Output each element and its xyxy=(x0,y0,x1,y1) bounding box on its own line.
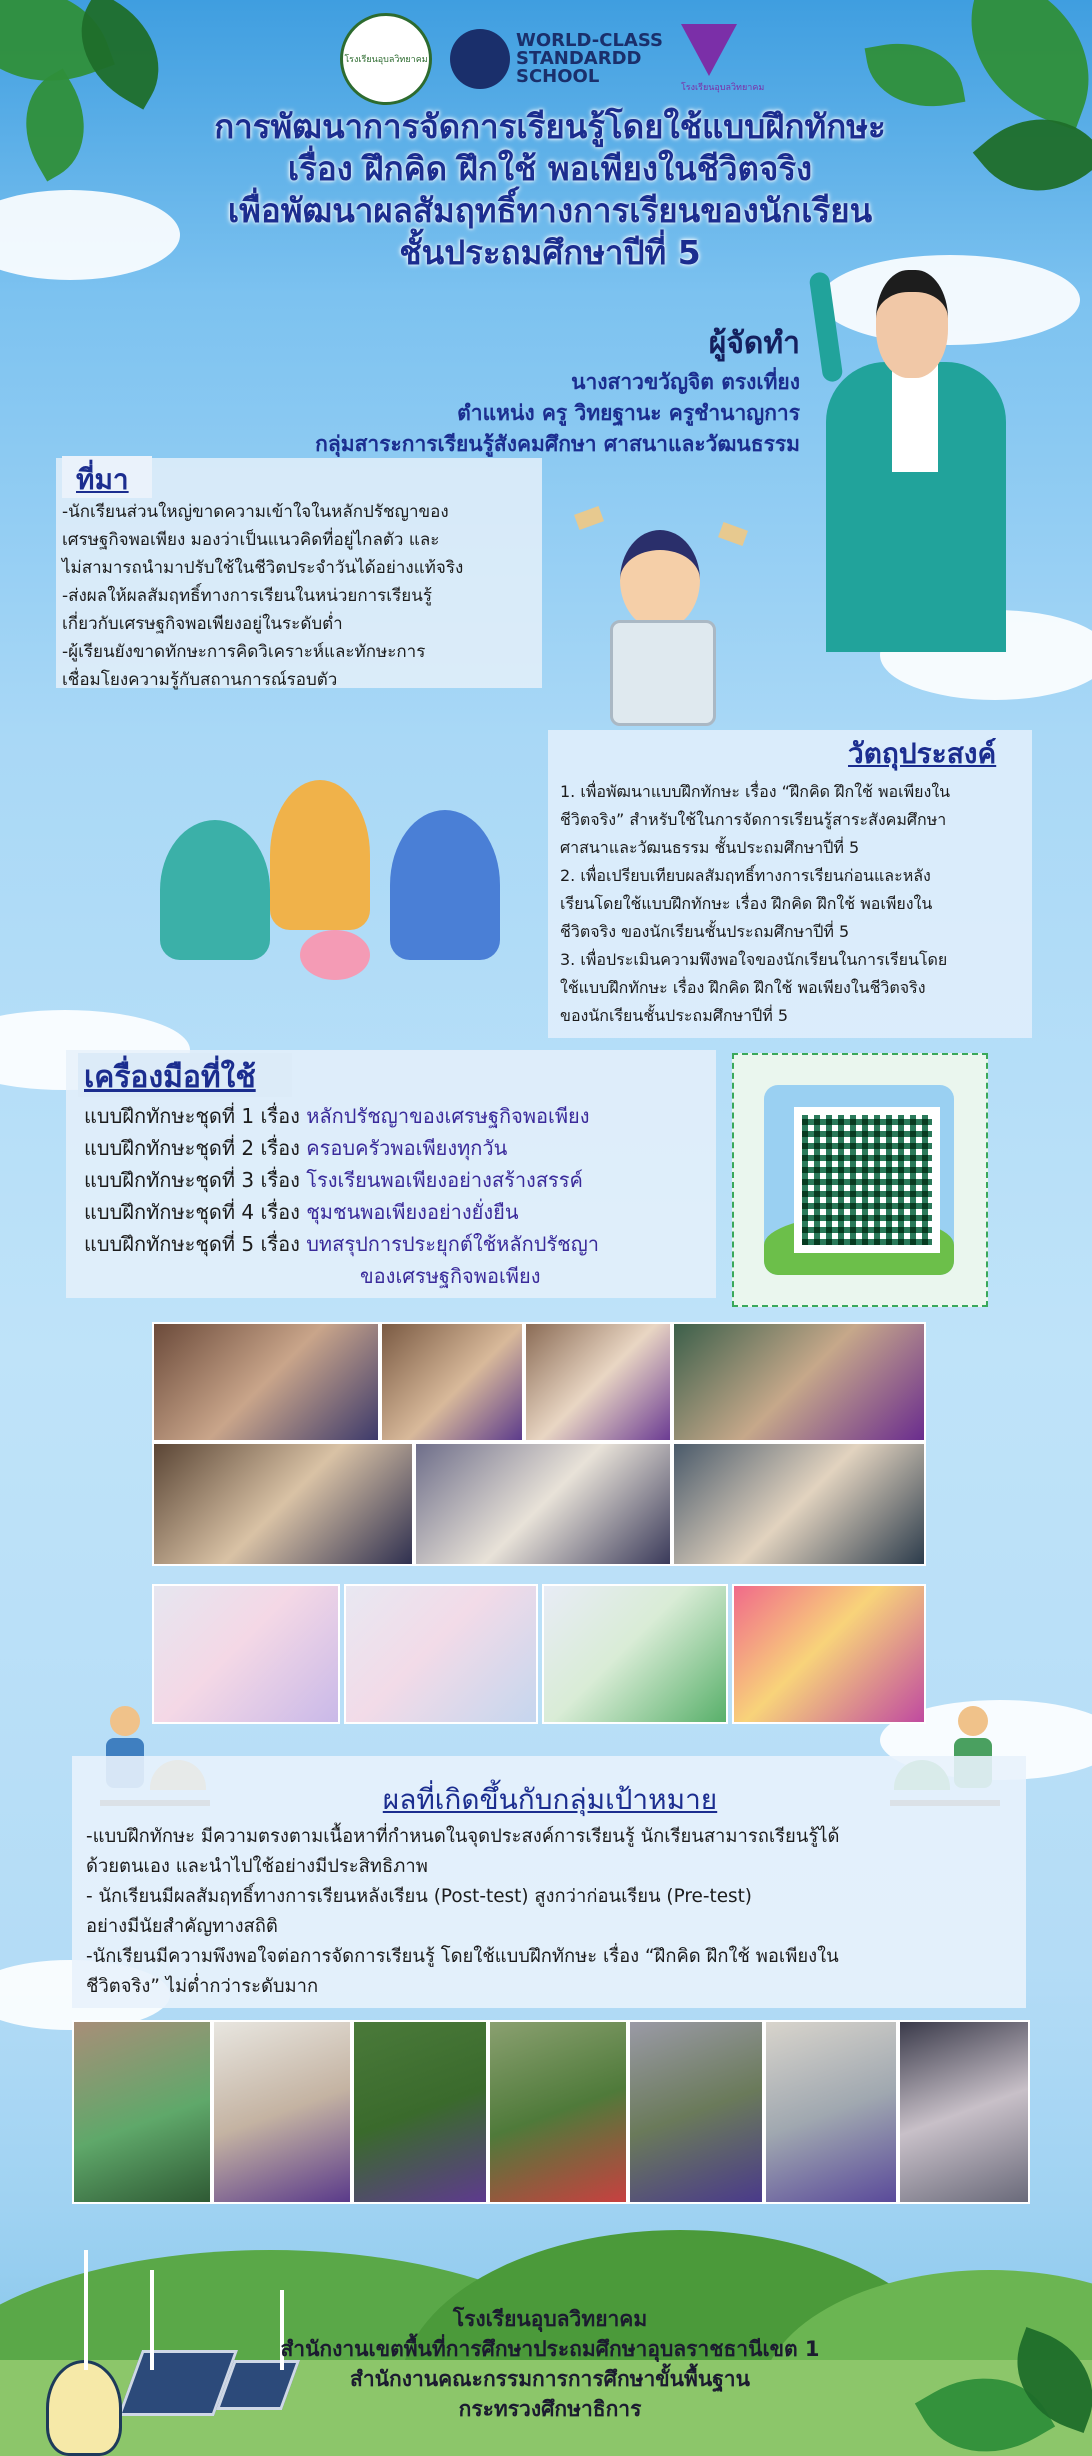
classroom-photo xyxy=(380,1322,524,1442)
classroom-photo xyxy=(672,1442,926,1566)
activity-photo xyxy=(898,2020,1030,2204)
background-line: ไม่สามารถนำมาปรับใช้ในชีวิตประจำวันได้อย่างแท้จริง xyxy=(62,558,464,578)
school-seal-logo xyxy=(340,13,432,105)
results-line: ชีวิตจริง” ไม่ต่ำกว่าระดับมาก xyxy=(86,1976,319,1997)
background-line: -ผู้เรียนยังขาดทักษะการคิดวิเคราะห์และทักษะการ xyxy=(62,642,426,662)
activity-photo xyxy=(72,2020,212,2204)
school-footer xyxy=(240,2304,860,2424)
objectives-line: ชีวิตจริง” สำหรับใช้ในการจัดการเรียนรู้สาระสังคมศึกษา xyxy=(560,810,947,829)
objectives-line: 2. เพื่อเปรียบเทียบผลสัมฤทธิ์ทางการเรียนก่อนและหลัง xyxy=(560,866,931,885)
activity-photo xyxy=(488,2020,628,2204)
wcss-line1: WORLD-CLASS xyxy=(516,30,663,51)
banknote-icon xyxy=(574,506,604,530)
objectives-line: เรียนโดยใช้แบบฝึกทักษะ เรื่อง ฝึกคิด ฝึกใช้ พอเพียงใน xyxy=(560,894,933,913)
activity-photo xyxy=(352,2020,488,2204)
tools-list xyxy=(84,1100,714,1292)
tools-item-continuation: ของเศรษฐกิจพอเพียง xyxy=(360,1264,541,1288)
author-group: กลุ่มสาระการเรียนรู้สังคมศึกษา ศาสนาและวัฒนธรรม xyxy=(315,432,800,456)
tools-item-topic: ครอบครัวพอเพียงทุกวัน xyxy=(306,1136,508,1160)
globe-icon xyxy=(450,29,510,89)
leaf-decoration xyxy=(865,33,966,118)
wind-turbine-icon xyxy=(84,2250,88,2370)
title-line: เรื่อง ฝึกคิด ฝึกใช้ พอเพียงในชีวิตจริง xyxy=(287,149,813,188)
tools-item-prefix: แบบฝึกทักษะชุดที่ 4 เรื่อง xyxy=(84,1200,307,1224)
teacher-photo xyxy=(812,262,1022,652)
background-heading: ที่มา xyxy=(76,463,129,496)
objectives-line: ของนักเรียนชั้นประถมศึกษาปีที่ 5 xyxy=(560,1006,789,1025)
objectives-line: ใช้แบบฝึกทักษะ เรื่อง ฝึกคิด ฝึกใช้ พอเพียงในชีวิตจริง xyxy=(560,978,926,997)
classroom-photo xyxy=(414,1442,672,1566)
banknote-icon xyxy=(718,522,748,546)
wind-turbine-icon xyxy=(150,2270,154,2370)
tools-item xyxy=(84,1164,714,1196)
obec-logo-text: โรงเรียนอุบลวิทยาคม xyxy=(680,83,765,93)
author-block xyxy=(160,320,800,460)
tools-item-prefix: แบบฝึกทักษะชุดที่ 2 เรื่อง xyxy=(84,1136,307,1160)
workbook-photo xyxy=(344,1584,538,1724)
objectives-text xyxy=(560,778,1030,1030)
results-line: - นักเรียนมีผลสัมฤทธิ์ทางการเรียนหลังเรียน (Post-test) สูงกว่าก่อนเรียน (Pre-test) xyxy=(86,1886,752,1907)
results-line: -แบบฝึกทักษะ มีความตรงตามเนื้อหาที่กำหนดในจุดประสงค์การเรียนรู้ นักเรียนสามารถเรียนรู้ได้ xyxy=(86,1826,840,1847)
kid-figure xyxy=(160,820,270,960)
tools-item xyxy=(84,1228,714,1260)
qr-code-icon[interactable] xyxy=(794,1107,940,1253)
author-name: นางสาวขวัญจิต ตรงเที่ยง xyxy=(571,370,800,394)
classroom-photo xyxy=(672,1322,926,1442)
title-line: ชั้นประถมศึกษาปีที่ 5 xyxy=(399,233,701,272)
tools-item-topic: โรงเรียนพอเพียงอย่างสร้างสรรค์ xyxy=(306,1168,583,1192)
wcss-d: D xyxy=(626,48,642,69)
background-line: -นักเรียนส่วนใหญ่ขาดความเข้าใจในหลักปรัชญาของ xyxy=(62,502,449,522)
objectives-line: ชีวิตจริง ของนักเรียนชั้นประถมศึกษาปีที่ 5 xyxy=(560,922,850,941)
leaf-decoration xyxy=(2,69,108,182)
author-position: ตำแหน่ง ครู วิทยฐานะ ครูชำนาญการ xyxy=(457,401,800,425)
tools-item-topic: หลักปรัชญาของเศรษฐกิจพอเพียง xyxy=(306,1104,590,1128)
qr-code-card[interactable] xyxy=(732,1053,988,1307)
lotus-triangle-icon xyxy=(681,24,737,76)
background-line: เชื่อมโยงความรู้กับสถานการณ์รอบตัว xyxy=(62,670,338,690)
activity-photo xyxy=(212,2020,352,2204)
obec-logo xyxy=(681,24,764,94)
results-text xyxy=(86,1822,1024,2002)
background-line: เศรษฐกิจพอเพียง มองว่าเป็นแนวคิดที่อยู่ไกลตัว และ xyxy=(62,530,440,550)
money-jar-icon xyxy=(610,620,716,726)
classroom-photo xyxy=(152,1442,414,1566)
classroom-photo xyxy=(524,1322,672,1442)
tools-item-topic: บทสรุปการประยุกต์ใช้หลักปรัชญา xyxy=(306,1232,600,1256)
results-line: ด้วยตนเอง และนำไปใช้อย่างมีประสิทธิภาพ xyxy=(86,1856,428,1877)
footer-line: สำนักงานเขตพื้นที่การศึกษาประถมศึกษาอุบลราชธานีเขต 1 xyxy=(280,2337,820,2361)
lightbulb-icon xyxy=(46,2360,122,2456)
world-class-school-logo xyxy=(450,29,663,89)
results-line: -นักเรียนมีความพึงพอใจต่อการจัดการเรียนรู้ โดยใช้แบบฝึกทักษะ เรื่อง “ฝึกคิด ฝึกใช้ พอเพียงใน xyxy=(86,1946,839,1967)
footer-line: กระทรวงศึกษาธิการ xyxy=(458,2397,642,2421)
title-line: การพัฒนาการจัดการเรียนรู้โดยใช้แบบฝึกทักษะ xyxy=(214,107,886,146)
wcss-line2: STANDARD xyxy=(516,48,627,69)
objectives-line: ศาสนาและวัฒนธรรม ชั้นประถมศึกษาปีที่ 5 xyxy=(560,838,860,857)
poster-title xyxy=(120,106,980,274)
title-line: เพื่อพัฒนาผลสัมฤทธิ์ทางการเรียนของนักเรียน xyxy=(227,191,873,230)
tools-item xyxy=(84,1196,714,1228)
results-heading: ผลที่เกิดขึ้นกับกลุ่มเป้าหมาย xyxy=(382,1783,718,1816)
farmer-head xyxy=(958,1706,988,1736)
farmer-head xyxy=(110,1706,140,1736)
kid-figure xyxy=(270,780,370,930)
background-line: -ส่งผลให้ผลสัมฤทธิ์ทางการเรียนในหน่วยการเรียนรู้ xyxy=(62,586,432,606)
world-class-text xyxy=(516,32,663,86)
activity-photo xyxy=(628,2020,764,2204)
footer-line: สำนักงานคณะกรรมการการศึกษาขั้นพื้นฐาน xyxy=(350,2367,750,2391)
teacher-arm xyxy=(808,271,843,383)
author-heading: ผู้จัดทำ xyxy=(708,326,800,361)
objectives-line: 1. เพื่อพัฒนาแบบฝึกทักษะ เรื่อง “ฝึกคิด ฝึกใช้ พอเพียงใน xyxy=(560,782,951,801)
workbook-photo xyxy=(542,1584,728,1724)
background-line: เกี่ยวกับเศรษฐกิจพอเพียงอยู่ในระดับต่ำ xyxy=(62,614,343,634)
objectives-line: 3. เพื่อประเมินความพึงพอใจของนักเรียนในการเรียนโดย xyxy=(560,950,948,969)
school-seal-text: โรงเรียนอุบลวิทยาคม xyxy=(344,55,428,65)
teacher-shirt xyxy=(892,362,938,472)
qr-frame xyxy=(764,1085,954,1275)
tools-heading: เครื่องมือที่ใช้ xyxy=(84,1060,256,1095)
kids-saving-illustration xyxy=(150,780,530,990)
boy-money-illustration xyxy=(570,510,760,730)
tools-item-prefix: แบบฝึกทักษะชุดที่ 1 เรื่อง xyxy=(84,1104,307,1128)
wcss-line3: SCHOOL xyxy=(516,66,600,87)
objectives-heading: วัตถุประสงค์ xyxy=(848,737,997,770)
results-line: อย่างมีนัยสำคัญทางสถิติ xyxy=(86,1916,278,1937)
tools-item xyxy=(84,1132,714,1164)
activity-photo xyxy=(764,2020,898,2204)
boy-head xyxy=(620,530,700,630)
classroom-photo xyxy=(152,1322,380,1442)
logo-bar xyxy=(340,14,780,104)
tools-item-topic: ชุมชนพอเพียงอย่างยั่งยืน xyxy=(306,1200,519,1224)
tools-item-prefix: แบบฝึกทักษะชุดที่ 3 เรื่อง xyxy=(84,1168,307,1192)
kid-figure xyxy=(390,810,500,960)
tools-item xyxy=(84,1100,714,1132)
teacher-head xyxy=(876,270,948,378)
footer-line: โรงเรียนอุบลวิทยาคม xyxy=(452,2307,648,2331)
tools-item-prefix: แบบฝึกทักษะชุดที่ 5 เรื่อง xyxy=(84,1232,307,1256)
piggy-bank-icon xyxy=(300,930,370,980)
background-text xyxy=(62,498,542,694)
